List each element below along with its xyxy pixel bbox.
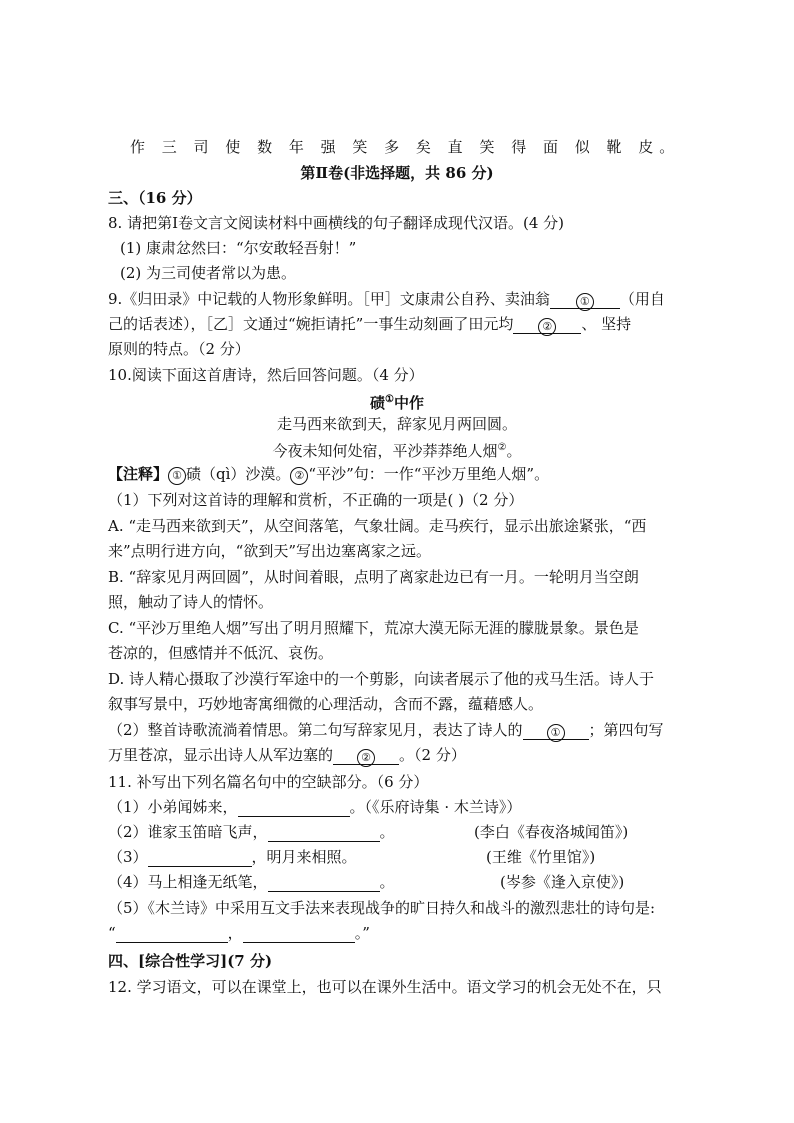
question-10: 10.阅读下面这首唐诗，然后回答问题。（4 分） [108, 366, 424, 384]
question-text: 。 [379, 823, 395, 841]
quote-mark: 。” [354, 924, 370, 942]
question-text: （2）整首诗歌流淌着情思。第二句写辞家见月，表达了诗人的 [108, 721, 523, 739]
answer-blank[interactable] [268, 823, 380, 842]
question-10-2-line-2 [108, 745, 698, 765]
question-text: ，明月来相照。 [251, 848, 357, 866]
option-c-line-2: 苍凉的，但感情并不低沉、哀伤。 [108, 644, 334, 662]
option-c-line-1: C. “平沙万里绝人烟”写出了明月照耀下，荒凉大漠无际无涯的朦胧景象。景色是 [108, 619, 639, 637]
question-11-item-2 [108, 822, 698, 842]
question-11-item-5-answers [108, 923, 698, 943]
answer-blank[interactable] [238, 798, 350, 817]
option-d-line-1: D. 诗人精心摄取了沙漠行军途中的一个剪影，向读者展示了他的戎马生活。诗人于 [108, 670, 655, 688]
circled-number: ② [357, 749, 375, 767]
source-text: (王维《竹里馆》) [486, 848, 596, 866]
question-11: 11. 补写出下列名篇名句中的空缺部分。（6 分） [108, 773, 429, 791]
answer-blank[interactable] [243, 924, 355, 943]
poem-line-2 [0, 438, 794, 461]
source-text: (岑参《逢入京使》) [500, 873, 625, 891]
question-8: 8. 请把第Ⅰ卷文言文阅读材料中画横线的句子翻译成现代汉语。(4 分) [108, 214, 565, 232]
question-9-text: （用自 [619, 290, 665, 308]
poem-text: 。 [506, 442, 522, 460]
question-10-1: （1）下列对这首诗的理解和赏析，不正确的一项是( )（2 分） [108, 491, 524, 509]
answer-blank[interactable] [116, 924, 228, 943]
question-11-item-5: （5）《木兰诗》中采用互文手法来表现战争的旷日持久和战斗的激烈悲壮的诗句是: [108, 899, 656, 917]
question-text: （2）谁家玉笛暗飞声， [108, 823, 268, 841]
question-text: 万里苍凉，显示出诗人从军边塞的 [108, 746, 334, 764]
question-9-text: 己的话表述），［乙］文通过“婉拒请托”一事生动刻画了田元均 [108, 315, 514, 333]
circled-number: ② [290, 467, 308, 485]
poem-notes [108, 464, 698, 485]
question-9-text: 9.《归田录》中记载的人物形象鲜明。［甲］文康肃公自矜、卖油翁 [108, 290, 550, 308]
answer-blank[interactable] [513, 315, 581, 334]
question-11-item-3 [108, 847, 698, 867]
note-text: 碛（qì）沙漠。 [186, 465, 291, 483]
option-d-line-2: 叙事写景中，巧妙地寄寓细微的心理活动，含而不露，蕴藉感人。 [108, 695, 544, 713]
question-10-2-line-1 [108, 720, 698, 740]
poem-title-text: 碛 [370, 394, 386, 412]
option-a-line-2: 来”点明行进方向，“欲到天”写出边塞离家之远。 [108, 542, 432, 560]
circled-number: ① [168, 467, 186, 485]
note-label: 【注释】 [108, 465, 169, 483]
question-9-line-1 [108, 289, 698, 309]
question-9-text: 、 坚持 [581, 315, 632, 333]
question-9-line-3: 原则的特点。（2 分） [108, 340, 250, 358]
question-11-item-1 [108, 797, 698, 817]
section-4-heading: 四、[综合性学习](7 分) [108, 952, 273, 970]
question-text: （3） [108, 848, 148, 866]
source-text: (李白《春夜洛城闻笛》) [474, 823, 629, 841]
question-9-line-2 [108, 314, 698, 334]
section-3-heading: 三、（16 分） [108, 189, 202, 207]
answer-blank[interactable] [550, 290, 620, 309]
question-8-item-1: (1) 康肃忿然曰：“尔安敢轻吾射！” [120, 239, 357, 257]
poem-line-1: 走马西来欲到天，辞家见月两回圆。 [276, 415, 517, 433]
source-text: 。（《乐府诗集 · 木兰诗》） [349, 798, 522, 816]
footnote-marker: ① [385, 394, 394, 405]
question-text: ；第四句写 [588, 721, 664, 739]
question-text: （4）马上相逢无纸笔， [108, 873, 268, 891]
question-11-item-4 [108, 872, 698, 892]
question-8-item-2: (2) 为三司使者常以为患。 [120, 264, 297, 282]
question-text: 。（2 分） [399, 746, 466, 764]
question-12: 12. 学习语文，可以在课堂上，也可以在课外生活中。语文学习的机会无处不在，只 [108, 978, 662, 996]
footnote-marker: ② [497, 442, 507, 453]
circled-number: ① [547, 724, 565, 742]
poem-title [0, 390, 794, 413]
answer-blank[interactable] [523, 721, 589, 740]
question-text: 。 [379, 873, 395, 891]
answer-blank[interactable] [268, 873, 380, 892]
quote-mark: “ [108, 924, 116, 942]
answer-blank[interactable] [148, 848, 252, 867]
option-a-line-1: A. “走马西来欲到天”，从空间落笔，气象壮阔。走马疾行，显示出旅途紧张，“西 [108, 517, 647, 535]
poem-title-text: 中作 [393, 394, 424, 412]
note-text: “平沙”句：一作“平沙万里绝人烟”。 [308, 465, 550, 483]
punctuation: ， [227, 924, 243, 942]
poem-text: 今夜未知何处宿，平沙莽莽绝人烟 [272, 442, 498, 460]
volume2-title: 第Ⅱ卷(非选择题，共 86 分) [300, 164, 494, 182]
option-b-line-2: 照，触动了诗人的情怀。 [108, 593, 274, 611]
passage-line: 作 三 司 使 数 年 强 笑 多 矣 直 笑 得 面 似 靴 皮。 [130, 138, 681, 156]
answer-blank[interactable] [333, 746, 399, 765]
question-text: （1）小弟闻姊来， [108, 798, 238, 816]
circled-number: ① [576, 293, 594, 311]
option-b-line-1: B. “辞家见月两回圆”，从时间着眼，点明了离家赴边已有一月。一轮明月当空朗 [108, 568, 639, 586]
circled-number: ② [538, 318, 556, 336]
